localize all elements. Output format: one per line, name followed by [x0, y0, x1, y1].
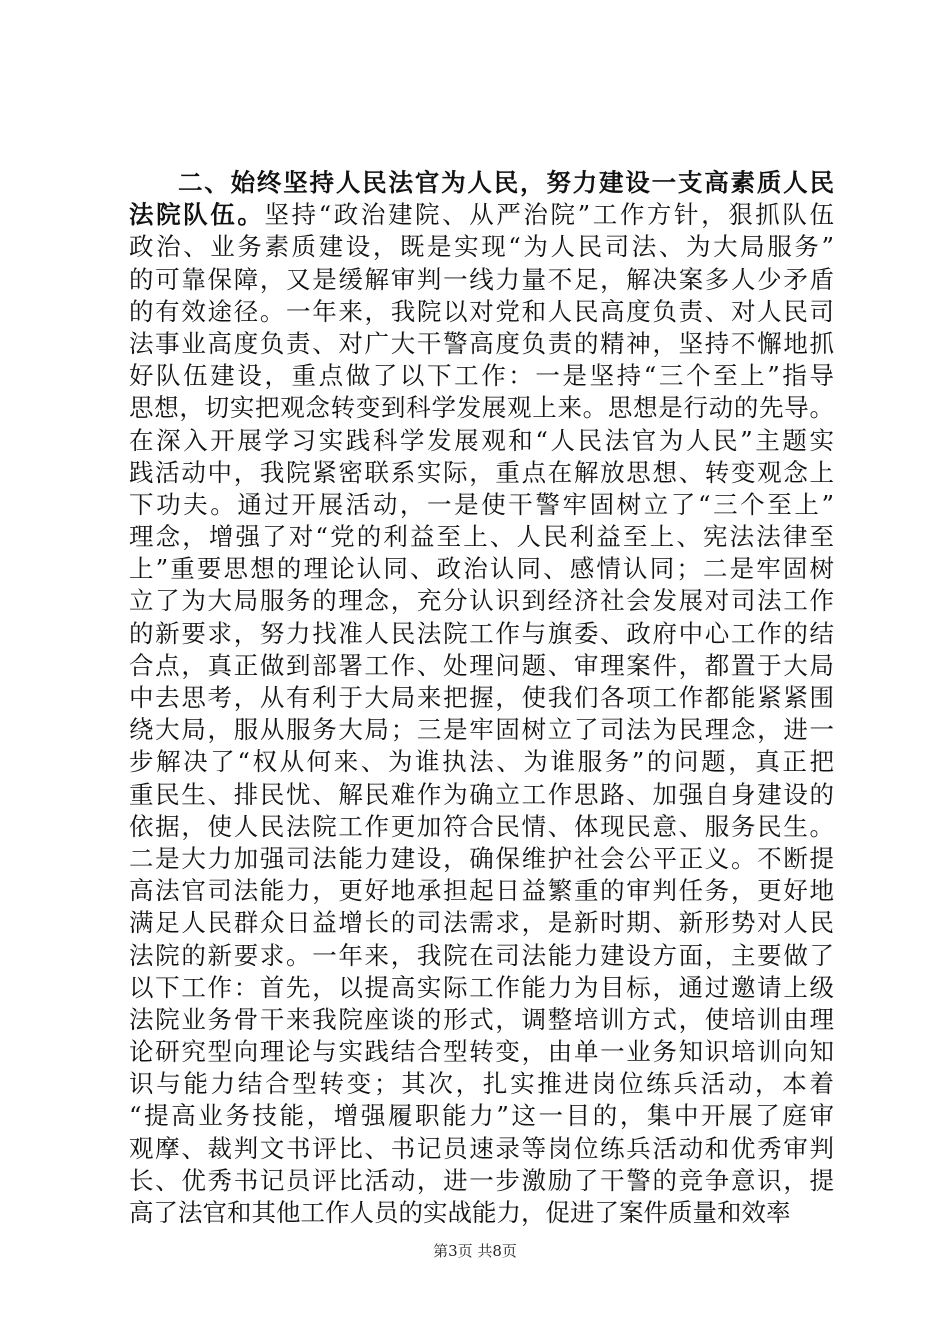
text-line: [129, 811, 834, 843]
text-line: [129, 425, 834, 457]
text-line: [129, 360, 834, 392]
line-text: 践活动中，我院紧密联系实际，重点在解放思想、转变观念上: [129, 457, 834, 487]
line-text: 法院的新要求。一年来，我院在司法能力建设方面，主要做了: [129, 940, 834, 970]
line-text: 以下工作：首先，以提高实际工作能力为目标，通过邀请上级: [129, 972, 834, 1002]
text-line: [129, 907, 834, 939]
text-line: [129, 296, 834, 328]
line-text: 法院业务骨干来我院座谈的形式，调整培训方式，使培训由理: [129, 1004, 834, 1034]
text-line: [129, 650, 834, 682]
text-line: [129, 1004, 834, 1036]
text-line: [129, 489, 834, 521]
line-text: 依据，使人民法院工作更加符合民情、体现民意、服务民生。: [129, 811, 834, 841]
line-text: “提高业务技能，增强履职能力”这一目的，集中开展了庭审: [129, 1101, 834, 1131]
text-line: [129, 392, 834, 424]
text-line: [129, 618, 834, 650]
bold-heading-text: 二、始终坚持人民法官为人民，努力建设一支高素质人民: [178, 168, 834, 197]
text-line: [129, 1133, 834, 1165]
line-text: 上”重要思想的理论认同、政治认同、感情认同；二是牢固树: [129, 554, 834, 584]
line-text: 的新要求，努力找准人民法院工作与旗委、政府中心工作的结: [129, 618, 834, 648]
line-text: 高法官司法能力，更好地承担起日益繁重的审判任务，更好地: [129, 876, 834, 906]
text-line: [129, 875, 834, 907]
line-text: 识与能力结合型转变；其次，扎实推进岗位练兵活动，本着: [129, 1069, 834, 1099]
line-text: 观摩、裁判文书评比、书记员速录等岗位练兵活动和优秀审判: [129, 1133, 834, 1163]
line-text: 立了为大局服务的理念，充分认识到经济社会发展对司法工作: [129, 586, 834, 616]
text-line: [129, 714, 834, 746]
text-line: [129, 682, 834, 714]
text-line: [129, 1197, 834, 1229]
text-line: [129, 779, 834, 811]
line-text: 的可靠保障，又是缓解审判一线力量不足，解决案多人少矛盾: [129, 264, 834, 294]
page-footer: 第3页 共8页: [433, 1242, 517, 1260]
text-line: [129, 940, 834, 972]
text-line: [129, 328, 834, 360]
text-line: [129, 1036, 834, 1068]
text-line: [129, 746, 834, 778]
line-text: 中去思考，从有利于大局来把握，使我们各项工作都能紧紧围: [129, 683, 834, 712]
text-line: [129, 199, 834, 231]
text-line: [129, 231, 834, 263]
text-line: [129, 1068, 834, 1100]
body-paragraph: [129, 167, 834, 1229]
text-line: [129, 972, 834, 1004]
line-text: 政治、业务素质建设，既是实现“为人民司法、为大局服务”: [129, 232, 834, 262]
line-text: 法事业高度负责、对广大干警高度负责的精神，坚持不懈地抓: [129, 328, 834, 358]
line-text: 好队伍建设，重点做了以下工作：一是坚持“三个至上”指导: [129, 361, 834, 391]
line-text: 长、优秀书记员评比活动，进一步激励了干警的竞争意识，提: [129, 1165, 834, 1195]
line-text: 的有效途径。一年来，我院以对党和人民高度负责、对人民司: [129, 296, 834, 326]
text-line: [129, 457, 834, 489]
line-text: 思想，切实把观念转变到科学发展观上来。思想是行动的先导。: [129, 393, 834, 423]
line-text: 重民生、排民忧、解民难作为确立工作思路、加强自身建设的: [129, 779, 834, 809]
line-text: 论研究型向理论与实践结合型转变，由单一业务知识培训向知: [129, 1037, 834, 1067]
line-text: 合点，真正做到部署工作、处理问题、审理案件，都置于大局: [129, 650, 834, 680]
line-text: 满足人民群众日益增长的司法需求，是新时期、新形势对人民: [129, 908, 834, 938]
bold-heading-text: 法院队伍。: [129, 200, 265, 230]
line-text: 在深入开展学习实践科学发展观和“人民法官为人民”主题实: [129, 425, 834, 455]
line-text: 下功夫。通过开展活动，一是使干警牢固树立了“三个至上”: [129, 489, 834, 519]
text-line: [129, 167, 834, 199]
line-text: 理念，增强了对“党的利益至上、人民利益至上、宪法法律至: [129, 522, 834, 552]
text-line: [129, 843, 834, 875]
text-line: [129, 585, 834, 617]
line-text: 坚持“政治建院、从严治院”工作方针，狠抓队伍: [264, 200, 834, 230]
line-text: 绕大局，服从服务大局；三是牢固树立了司法为民理念，进一: [129, 715, 834, 745]
line-text: 步解决了“权从何来、为谁执法、为谁服务”的问题，真正把: [129, 747, 834, 777]
line-text: 二是大力加强司法能力建设，确保维护社会公平正义。不断提: [129, 843, 834, 873]
text-line: [129, 1100, 834, 1132]
line-text: 高了法官和其他工作人员的实战能力，促进了案件质量和效率: [129, 1198, 791, 1227]
text-line: [129, 553, 834, 585]
text-line: [129, 521, 834, 553]
text-line: [129, 264, 834, 296]
text-line: [129, 1165, 834, 1197]
